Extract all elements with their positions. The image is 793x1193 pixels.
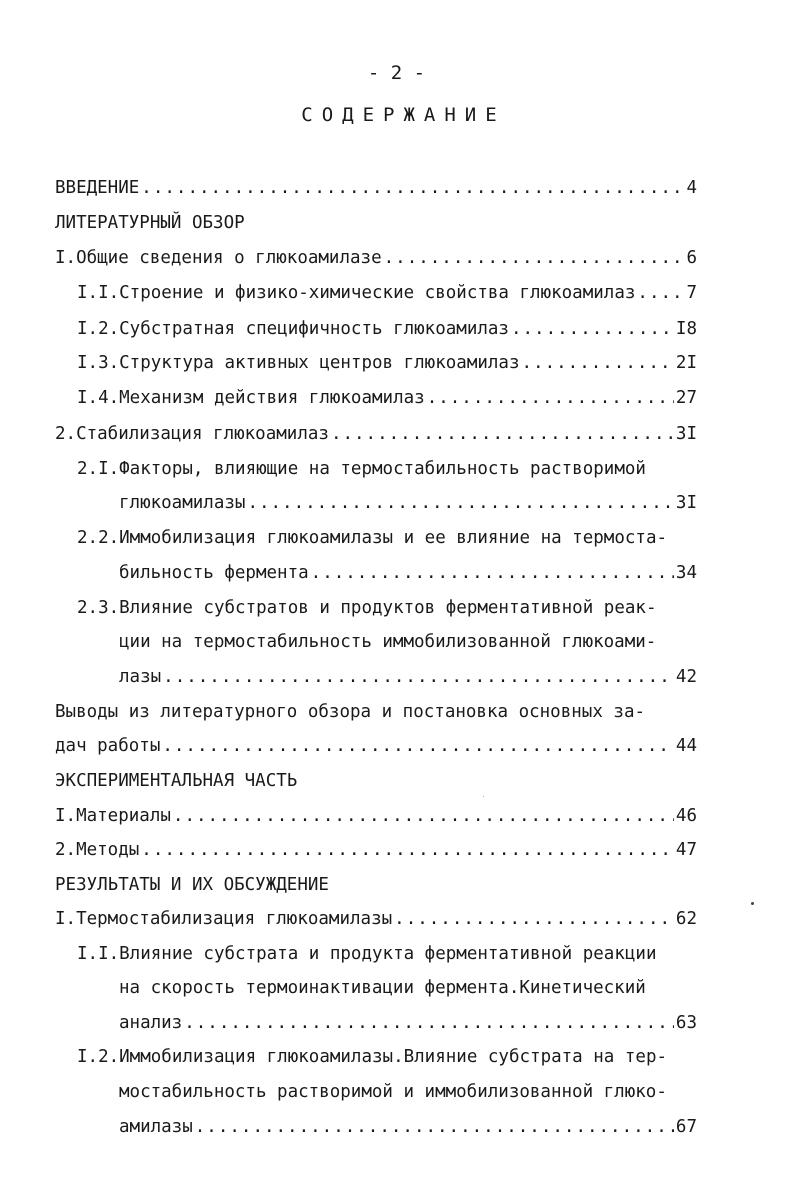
dot-leader xyxy=(331,422,674,446)
toc-entry-r1-1-line2: на скорость термоинактивации фермента.Кинетический xyxy=(119,978,646,998)
dot-leader xyxy=(394,907,674,931)
toc-entry-s2[interactable] xyxy=(55,422,697,446)
toc-entry-label: ВВЕДЕНИЕ xyxy=(55,178,140,198)
section-heading-experimental: ЭКСПЕРИМЕНТАЛЬНАЯ ЧАСТЬ xyxy=(55,771,298,791)
dot-leader xyxy=(162,734,674,758)
toc-entry-s2-1[interactable] xyxy=(119,491,697,515)
toc-entry-label: бильность фермента xyxy=(119,563,309,583)
toc-entry-s1-4[interactable] xyxy=(77,386,697,410)
toc-page-number: 44 xyxy=(675,736,697,756)
toc-entry-label: 2.Стабилизация глюкоамилаз xyxy=(55,424,329,444)
section-heading-literature: ЛИТЕРАТУРНЫЙ ОБЗОР xyxy=(55,213,245,233)
toc-entry-r1-2[interactable] xyxy=(119,1115,697,1139)
toc-entry-label: анализ xyxy=(119,1013,183,1033)
toc-entry-label: лазы xyxy=(119,667,162,687)
toc-entry-label: дач работы xyxy=(55,736,161,756)
toc-page-number: 27 xyxy=(675,388,697,408)
dot-leader xyxy=(195,1115,674,1139)
scan-speck xyxy=(751,902,754,905)
toc-page-number: 67 xyxy=(675,1117,697,1137)
toc-entry-s2-2[interactable] xyxy=(119,561,697,585)
dot-leader xyxy=(141,176,684,200)
toc-page-number: 62 xyxy=(675,909,697,929)
dot-leader xyxy=(511,317,674,341)
toc-entry-conclusions-line1: Выводы из литературного обзора и постановка основных за- xyxy=(55,702,646,722)
toc-entry-label: I.Общие сведения о глюкоамилазе xyxy=(55,248,382,268)
dot-leader xyxy=(247,491,673,515)
toc-entry-e1[interactable] xyxy=(55,804,697,828)
toc-entry-label: глюкоамилазы xyxy=(119,493,246,513)
toc-entry-s1-2[interactable] xyxy=(77,317,697,341)
toc-page-number: 4 xyxy=(686,178,697,198)
dot-leader xyxy=(384,246,685,270)
toc-entry-r1-2-line1: I.2.Иммобилизация глюкоамилазы.Влияние субстрата на тер- xyxy=(77,1047,668,1067)
toc-entry-r1-1-line1: I.I.Влияние субстрата и продукта ферментативной реакции xyxy=(77,944,657,964)
toc-entry-s2-1-line1: 2.I.Факторы, влияющие на термостабильность растворимой xyxy=(77,459,646,479)
toc-entry-conclusions[interactable] xyxy=(55,734,697,758)
toc-entry-intro[interactable] xyxy=(55,176,697,200)
toc-entry-s1-3[interactable] xyxy=(77,351,697,375)
toc-page-number: 42 xyxy=(675,667,697,687)
toc-page-number: 34 xyxy=(675,563,697,583)
toc-entry-s2-2-line1: 2.2.Иммобилизация глюкоамилазы и ее влияние на термоста- xyxy=(77,528,668,548)
dot-leader xyxy=(173,804,674,828)
dot-leader xyxy=(522,351,674,375)
toc-entry-label: амилазы xyxy=(119,1117,193,1137)
toc-entry-label: I.3.Структура активных центров глюкоамилаз xyxy=(77,353,520,373)
toc-entry-s1-1[interactable] xyxy=(77,281,697,305)
toc-entry-r1-1[interactable] xyxy=(119,1011,697,1035)
toc-entry-label: I.I.Строение и физико-химические свойства глюкоамилаз xyxy=(77,283,636,303)
toc-page-number: 2I xyxy=(675,353,697,373)
toc-page-number: 7 xyxy=(686,283,697,303)
toc-entry-e2[interactable] xyxy=(55,838,697,862)
dot-leader xyxy=(141,838,674,862)
toc-entry-label: I.Термостабилизация глюкоамилазы xyxy=(55,909,393,929)
toc-entry-s2-3-line1: 2.3.Влияние субстратов и продуктов ферментативной реак- xyxy=(77,598,657,618)
toc-page-number: 6 xyxy=(686,248,697,268)
page-number: - 2 - xyxy=(367,62,426,84)
dot-leader xyxy=(163,665,674,689)
toc-page-number: I8 xyxy=(675,319,697,339)
toc-entry-s2-3-line2: ции на термостабильность иммобилизованной глюкоами- xyxy=(119,632,657,652)
toc-page-number: 47 xyxy=(675,840,697,860)
page-title: СОДЕРЖАНИЕ xyxy=(301,104,506,126)
dot-leader xyxy=(637,281,684,305)
toc-page-number: 46 xyxy=(675,806,697,826)
toc-entry-r1-2-line2: мостабильность растворимой и иммобилизованной глюко- xyxy=(119,1082,667,1102)
scan-speck xyxy=(483,796,484,797)
dot-leader xyxy=(311,561,674,585)
dot-leader xyxy=(184,1011,674,1035)
toc-entry-label: I.2.Субстратная специфичность глюкоамилаз xyxy=(77,319,509,339)
dot-leader xyxy=(427,386,674,410)
toc-page-number: 63 xyxy=(675,1013,697,1033)
toc-entry-label: I.4.Механизм действия глюкоамилаз xyxy=(77,388,425,408)
toc-page-number: 3I xyxy=(675,424,697,444)
toc-entry-label: 2.Методы xyxy=(55,840,140,860)
toc-page-number: 3I xyxy=(675,493,697,513)
toc-entry-label: I.Материалы xyxy=(55,806,171,826)
toc-entry-s2-3[interactable] xyxy=(119,665,697,689)
section-heading-results: РЕЗУЛЬТАТЫ И ИХ ОБСУЖДЕНИЕ xyxy=(55,875,329,895)
toc-entry-s1[interactable] xyxy=(55,246,697,270)
toc-entry-r1[interactable] xyxy=(55,907,697,931)
